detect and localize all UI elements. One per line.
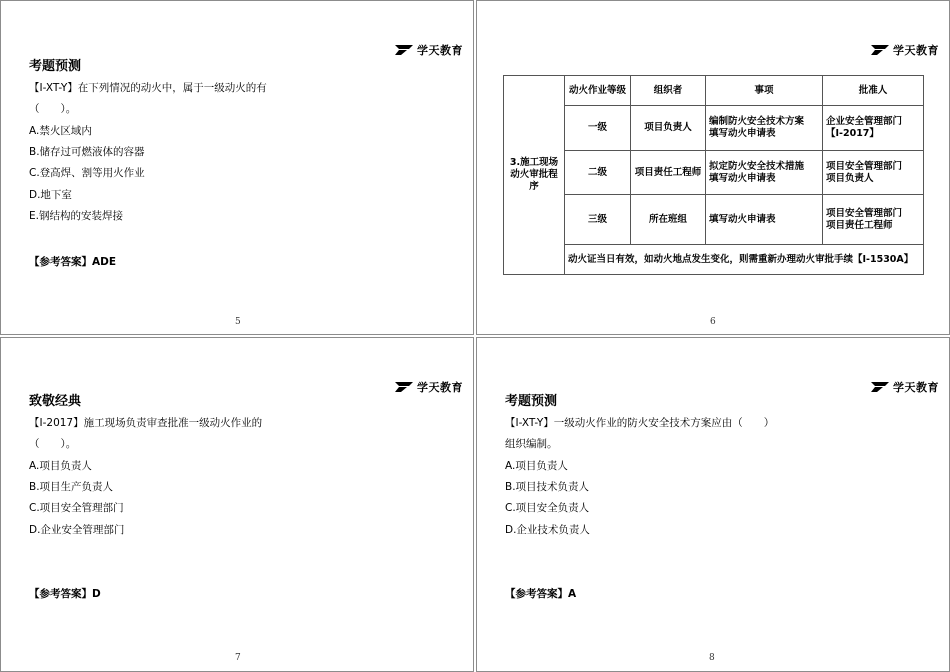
answer: 【参考答案】D [29,588,101,600]
slide-page-6 [476,0,950,335]
table-row [504,195,924,245]
brand-logo-icon [395,382,413,392]
option-d: D.企业安全管理部门 [29,524,125,536]
table-cell: 项目安全管理部门 项目负责人 [823,151,924,195]
page-title: 考题预测 [505,394,558,409]
answer: 【参考答案】A [505,588,577,600]
brand-logo-icon [871,382,889,392]
option-d: D.企业技术负责人 [505,524,590,536]
answer: 【参考答案】ADE [29,256,117,268]
brand-logo-icon [871,45,889,55]
option-e: E.钢结构的安装焊接 [29,210,123,222]
table-row [504,151,924,195]
brand-logo-icon [395,45,413,55]
table-cell: 项目安全管理部门 项目责任工程师 [823,195,924,245]
row-header: 3.施工现场动火审批程序 [504,76,565,275]
question-text: 【Ⅰ-2017】施工现场负责审查批准一级动火作业的 [29,417,263,429]
option-c: C.项目安全负责人 [505,502,590,514]
question-continuation: 组织编制。 [505,438,558,450]
table-cell: 企业安全管理部门 【Ⅰ-2017】 [823,106,924,151]
slide-page-8 [476,337,950,672]
option-a: A.项目负责人 [29,460,92,472]
page-title: 致敬经典 [29,394,82,409]
question-blank: （ ）。 [29,103,77,115]
table-cell: 三级 [565,195,631,245]
page-number: 6 [710,317,716,327]
fire-approval-table [503,75,924,275]
table-cell: 项目负责人 [631,106,706,151]
column-header: 批准人 [823,76,924,106]
option-c: C.项目安全管理部门 [29,502,124,514]
brand-logo [395,379,463,395]
table-cell: 拟定防火安全技术措施 填写动火申请表 [706,151,823,195]
brand-name: 学天教育 [417,381,463,394]
brand-logo [871,42,939,58]
slide-page-5 [0,0,474,335]
page-number: 8 [709,653,715,663]
table-note: 动火证当日有效，如动火地点发生变化，则需重新办理动火审批手续【Ⅰ-1530A】 [565,245,924,275]
question-text: 【Ⅰ-XT-Y】在下列情况的动火中，属于一级动火的有 [29,82,267,94]
brand-name: 学天教育 [417,44,463,57]
option-a: A.禁火区域内 [29,125,92,137]
brand-logo [871,379,939,395]
table-cell: 二级 [565,151,631,195]
column-header: 动火作业等级 [565,76,631,106]
slide-page-7 [0,337,474,672]
table-cell: 填写动火申请表 [706,195,823,245]
option-b: B.项目生产负责人 [29,481,114,493]
question-blank: （ ）。 [29,438,77,450]
option-b: B.储存过可燃液体的容器 [29,146,145,158]
table-cell: 项目责任工程师 [631,151,706,195]
table-row [504,106,924,151]
option-c: C.登高焊、割等用火作业 [29,167,145,179]
brand-logo [395,42,463,58]
option-a: A.项目负责人 [505,460,568,472]
page-title: 考题预测 [29,59,82,74]
brand-name: 学天教育 [893,381,939,394]
table-cell: 所在班组 [631,195,706,245]
table-cell: 一级 [565,106,631,151]
page-number: 7 [235,653,241,663]
question-text: 【Ⅰ-XT-Y】一级动火作业的防火安全技术方案应由（ ） [505,417,775,429]
option-b: B.项目技术负责人 [505,481,590,493]
option-d: D.地下室 [29,189,72,201]
table-cell: 编制防火安全技术方案 填写动火申请表 [706,106,823,151]
page-number: 5 [235,317,241,327]
column-header: 组织者 [631,76,706,106]
column-header: 事项 [706,76,823,106]
brand-name: 学天教育 [893,44,939,57]
